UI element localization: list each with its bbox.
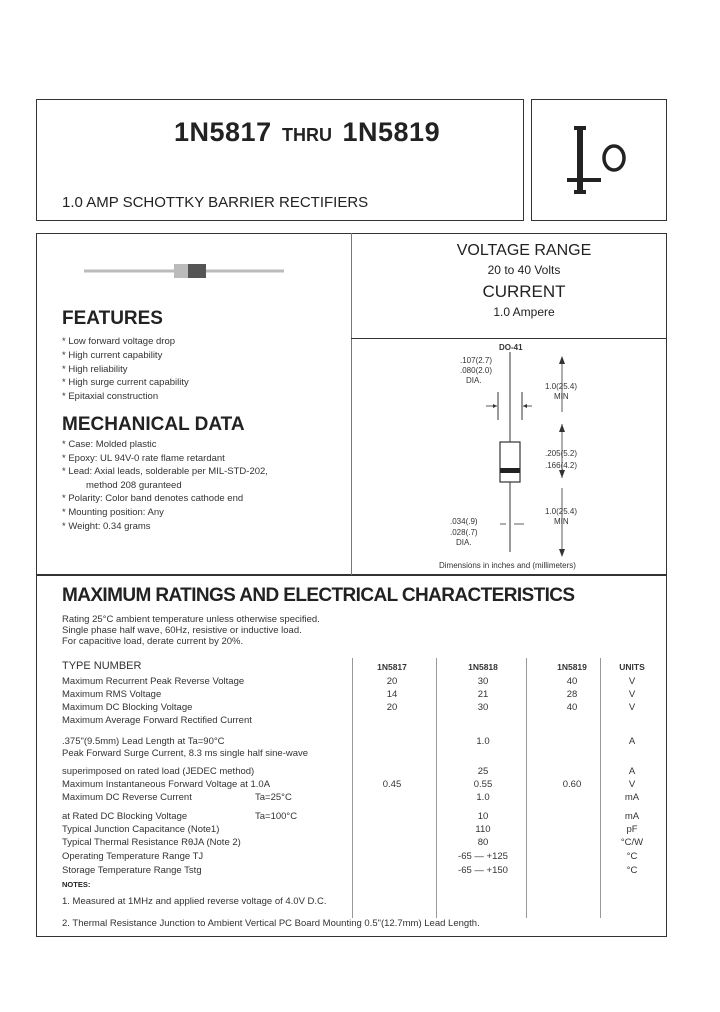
row-label: Storage Temperature Range Tstg xyxy=(62,865,202,876)
row-unit: °C/W xyxy=(620,837,644,848)
feature-item: * Low forward voltage drop xyxy=(62,336,176,347)
value-1n5818: 1.0 xyxy=(476,736,490,747)
mechanical-heading: MECHANICAL DATA xyxy=(62,414,245,435)
feature-item: * High reliability xyxy=(62,364,128,375)
value-1n5818: 0.55 xyxy=(473,779,493,790)
lead-len-top: 1.0(25.4) xyxy=(545,382,578,391)
lead-len-bottom: 1.0(25.4) xyxy=(545,507,578,516)
value-1n5818: -65 — +150 xyxy=(458,865,508,876)
ratings-divider xyxy=(351,338,667,339)
value-1n5818: 110 xyxy=(475,824,491,835)
row-unit: mA xyxy=(624,811,640,822)
value-1n5818: 25 xyxy=(477,766,489,777)
table-row xyxy=(62,766,644,779)
table-row xyxy=(62,851,644,864)
diode-image xyxy=(84,263,284,279)
row-label: Maximum Recurrent Peak Reverse Voltage xyxy=(62,676,245,687)
feature-item: * Epitaxial construction xyxy=(62,391,159,402)
value-1n5819: 40 xyxy=(566,676,578,687)
rating-note: For capacitive load, derate current by 20%. xyxy=(62,636,244,647)
value-1n5818: 21 xyxy=(477,689,489,700)
mechanical-item: method 208 guranteed xyxy=(86,480,182,491)
value-1n5818: -65 — +125 xyxy=(458,851,508,862)
table-row xyxy=(62,865,644,878)
lead-dia-max: .107(2.7) xyxy=(460,356,493,365)
value-1n5817: 14 xyxy=(386,689,398,700)
mechanical-item: * Weight: 0.34 grams xyxy=(62,521,151,532)
table-row xyxy=(62,811,644,824)
section-divider xyxy=(351,233,352,575)
feature-item: * High current capability xyxy=(62,350,163,361)
row-unit: A xyxy=(628,736,636,747)
mechanical-item: * Polarity: Color band denotes cathode end xyxy=(62,493,244,504)
mechanical-item: * Epoxy: UL 94V-0 rate flame retardant xyxy=(62,453,225,464)
row-unit: V xyxy=(628,702,636,713)
voltage-range-heading: VOLTAGE RANGE xyxy=(456,242,592,259)
value-1n5818: 30 xyxy=(477,702,489,713)
current-heading: CURRENT xyxy=(482,282,566,301)
row-label: Typical Thermal Resistance RθJA (Note 2) xyxy=(62,837,241,848)
row-unit: A xyxy=(628,766,636,777)
lead-dia-label: DIA. xyxy=(466,376,482,385)
characteristics-heading: MAXIMUM RATINGS AND ELECTRICAL CHARACTERISTICS xyxy=(62,585,575,606)
row-condition: Ta=25°C xyxy=(255,792,292,803)
thru-label: THRU xyxy=(282,125,333,145)
row-label: Maximum DC Blocking Voltage xyxy=(62,702,193,713)
table-row xyxy=(62,689,644,702)
table-row xyxy=(62,702,644,715)
table-row xyxy=(62,792,644,805)
value-1n5818: 10 xyxy=(477,811,489,822)
column-1n5817: 1N5817 xyxy=(377,662,407,672)
units-header: UNITS xyxy=(619,662,645,672)
row-label: .375"(9.5mm) Lead Length at Ta=90°C xyxy=(62,736,225,747)
table-row xyxy=(62,715,644,728)
value-1n5818: 1.0 xyxy=(476,792,490,803)
table-row xyxy=(62,779,644,792)
row-unit: V xyxy=(628,689,636,700)
table-row xyxy=(62,676,644,689)
table-row xyxy=(62,824,644,837)
row-label: Operating Temperature Range TJ xyxy=(62,851,204,862)
lead-len-top-min: MIN xyxy=(554,392,569,401)
mechanical-item: * Mounting position: Any xyxy=(62,507,164,518)
current-value: 1.0 Ampere xyxy=(493,305,555,319)
row-label: Typical Junction Capacitance (Note1) xyxy=(62,824,220,835)
row-unit: V xyxy=(628,779,636,790)
lead-len-bottom-min: MIN xyxy=(554,517,569,526)
row-label: Maximum Average Forward Rectified Current xyxy=(62,715,252,726)
table-header xyxy=(62,660,644,674)
body-len-min: .166(4.2) xyxy=(545,461,578,470)
value-1n5818: 30 xyxy=(477,676,489,687)
column-1n5818: 1N5818 xyxy=(468,662,498,672)
part-number-end: 1N5819 xyxy=(342,117,441,147)
mechanical-item: * Lead: Axial leads, solderable per MIL-STD-202, xyxy=(62,466,268,477)
row-label: Maximum DC Reverse Current xyxy=(62,792,192,803)
voltage-range-value: 20 to 40 Volts xyxy=(487,263,561,277)
value-1n5819: 0.60 xyxy=(562,779,582,790)
table-row xyxy=(62,748,644,761)
value-1n5817: 0.45 xyxy=(382,779,402,790)
value-1n5819: 40 xyxy=(566,702,578,713)
row-label: Maximum RMS Voltage xyxy=(62,689,162,700)
value-1n5819: 28 xyxy=(566,689,578,700)
rating-note: Rating 25°C ambient temperature unless otherwise specified. xyxy=(62,614,320,625)
page-subtitle: 1.0 AMP SCHOTTKY BARRIER RECTIFIERS xyxy=(62,194,369,211)
row-label: at Rated DC Blocking Voltage xyxy=(62,811,188,822)
row-unit: °C xyxy=(626,851,638,862)
row-unit: pF xyxy=(626,824,638,835)
mechanical-item: * Case: Molded plastic xyxy=(62,439,157,450)
feature-item: * High surge current capability xyxy=(62,377,189,388)
row-label: Maximum Instantaneous Forward Voltage at 1.0A xyxy=(62,779,271,790)
row-unit: °C xyxy=(626,865,638,876)
features-heading: FEATURES xyxy=(62,308,163,329)
package-name: DO-41 xyxy=(499,343,523,352)
lead-dia-min: .080(2.0) xyxy=(460,366,493,375)
rating-note: Single phase half wave, 60Hz, resistive or inductive load. xyxy=(62,625,302,636)
table-row xyxy=(62,837,644,850)
brand-logo xyxy=(560,124,640,196)
row-unit: V xyxy=(628,676,636,687)
body-len-max: .205(5.2) xyxy=(545,449,578,458)
type-number-header: TYPE NUMBER xyxy=(62,660,142,672)
value-1n5818: 80 xyxy=(477,837,489,848)
row-condition: Ta=100°C xyxy=(255,811,298,822)
column-1n5819: 1N5819 xyxy=(557,662,587,672)
row-unit: mA xyxy=(624,792,640,803)
wire-dia-max: .034(.9) xyxy=(450,517,478,526)
row-label: Peak Forward Surge Current, 8.3 ms single half sine-wave xyxy=(62,748,309,759)
part-number-start: 1N5817 xyxy=(174,117,272,147)
wire-dia-label: DIA. xyxy=(456,538,472,547)
note-item: 1. Measured at 1MHz and applied reverse voltage of 4.0V D.C. xyxy=(62,896,327,907)
note-item: 2. Thermal Resistance Junction to Ambient Vertical PC Board Mounting 0.5"(12.7mm) Lead Length. xyxy=(62,918,480,929)
dimensions-footnote: Dimensions in inches and (millimeters) xyxy=(439,561,576,570)
notes-heading: NOTES: xyxy=(62,880,91,889)
wire-dia-min: .028(.7) xyxy=(450,528,478,537)
row-label: superimposed on rated load (JEDEC method) xyxy=(62,766,255,777)
value-1n5817: 20 xyxy=(386,676,398,687)
value-1n5817: 20 xyxy=(386,702,398,713)
page-title xyxy=(174,117,440,148)
